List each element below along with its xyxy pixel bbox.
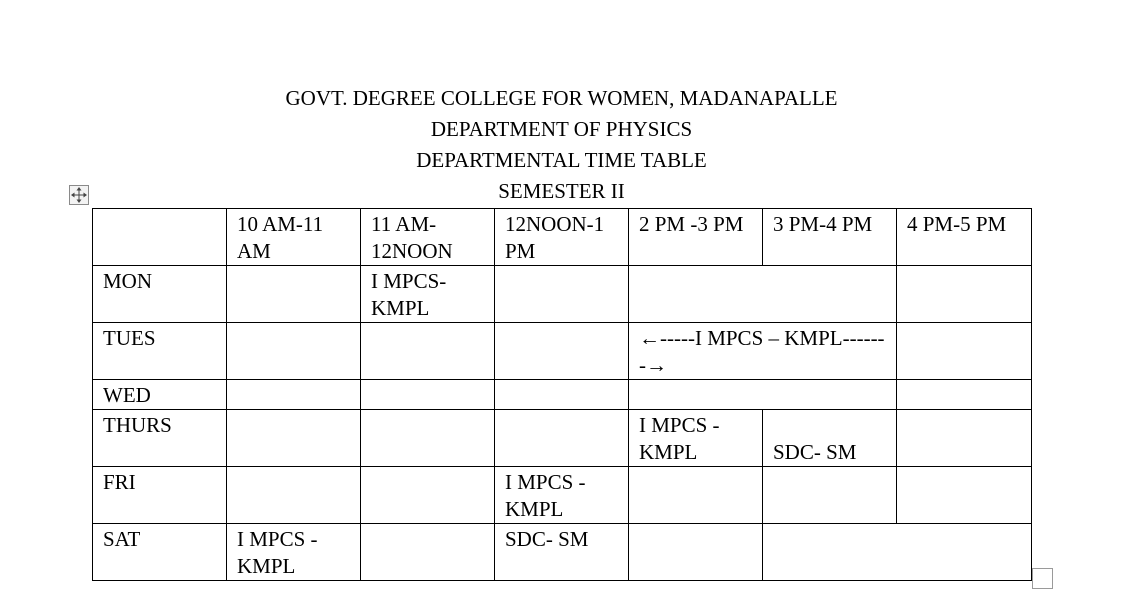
table-cell[interactable]: ←-----I MPCS – KMPL-------→: [629, 323, 897, 380]
header-cell-11am[interactable]: 11 AM-12NOON: [361, 209, 495, 266]
header-cell-3pm[interactable]: 3 PM-4 PM: [763, 209, 897, 266]
table-row: [93, 524, 1032, 581]
table-cell[interactable]: [629, 266, 897, 323]
table-cell[interactable]: SDC- SM: [495, 524, 629, 581]
table-cell[interactable]: [495, 323, 629, 380]
table-cell[interactable]: [361, 380, 495, 410]
table-cell[interactable]: I MPCS - KMPL: [495, 467, 629, 524]
table-resize-handle[interactable]: [1032, 568, 1053, 589]
college-name: GOVT. DEGREE COLLEGE FOR WOMEN, MADANAPALLE: [285, 86, 838, 110]
header-cell-12noon[interactable]: 12NOON-1 PM: [495, 209, 629, 266]
table-cell[interactable]: [495, 410, 629, 467]
day-cell[interactable]: WED: [93, 380, 227, 410]
day-cell[interactable]: SAT: [93, 524, 227, 581]
table-cell[interactable]: [227, 467, 361, 524]
table-cell[interactable]: [495, 380, 629, 410]
header-cell-10am[interactable]: 10 AM-11 AM: [227, 209, 361, 266]
cell-text: SDC- SM: [773, 440, 857, 464]
table-cell[interactable]: I MPCS - KMPL: [227, 524, 361, 581]
table-cell[interactable]: I MPCS- KMPL: [361, 266, 495, 323]
table-cell[interactable]: [897, 266, 1032, 323]
day-cell[interactable]: MON: [93, 266, 227, 323]
table-cell[interactable]: [361, 524, 495, 581]
table-cell[interactable]: [227, 266, 361, 323]
table-cell[interactable]: [361, 467, 495, 524]
table-cell[interactable]: [227, 380, 361, 410]
header-cell-4pm[interactable]: 4 PM-5 PM: [897, 209, 1032, 266]
table-cell[interactable]: [495, 266, 629, 323]
table-row: [93, 323, 1032, 380]
table-row: [93, 410, 1032, 467]
table-row: [93, 380, 1032, 410]
table-cell[interactable]: [897, 323, 1032, 380]
table-header-row: [93, 209, 1032, 266]
table-cell[interactable]: [629, 467, 763, 524]
table-cell[interactable]: [763, 467, 897, 524]
table-cell[interactable]: I MPCS - KMPL: [629, 410, 763, 467]
timetable-table: [92, 208, 1032, 581]
day-cell[interactable]: FRI: [93, 467, 227, 524]
table-move-handle-icon[interactable]: [69, 185, 89, 205]
header-cell-2pm[interactable]: 2 PM -3 PM: [629, 209, 763, 266]
table-cell[interactable]: [629, 524, 763, 581]
timetable-title: DEPARTMENTAL TIME TABLE: [416, 148, 707, 172]
table-row: [93, 266, 1032, 323]
table-cell[interactable]: [361, 410, 495, 467]
table-cell[interactable]: [361, 323, 495, 380]
table-cell[interactable]: [897, 410, 1032, 467]
table-cell[interactable]: [897, 467, 1032, 524]
table-cell[interactable]: [227, 323, 361, 380]
table-cell[interactable]: [763, 524, 1032, 581]
department-name: DEPARTMENT OF PHYSICS: [430, 117, 693, 141]
table-cell[interactable]: [897, 380, 1032, 410]
table-cell[interactable]: [763, 410, 897, 467]
table-row: [93, 467, 1032, 524]
table-cell[interactable]: [629, 380, 897, 410]
table-cell[interactable]: [227, 410, 361, 467]
day-cell[interactable]: THURS: [93, 410, 227, 467]
day-cell[interactable]: TUES: [93, 323, 227, 380]
header-cell-day[interactable]: [93, 209, 227, 266]
semester-label: SEMESTER II: [498, 179, 625, 203]
